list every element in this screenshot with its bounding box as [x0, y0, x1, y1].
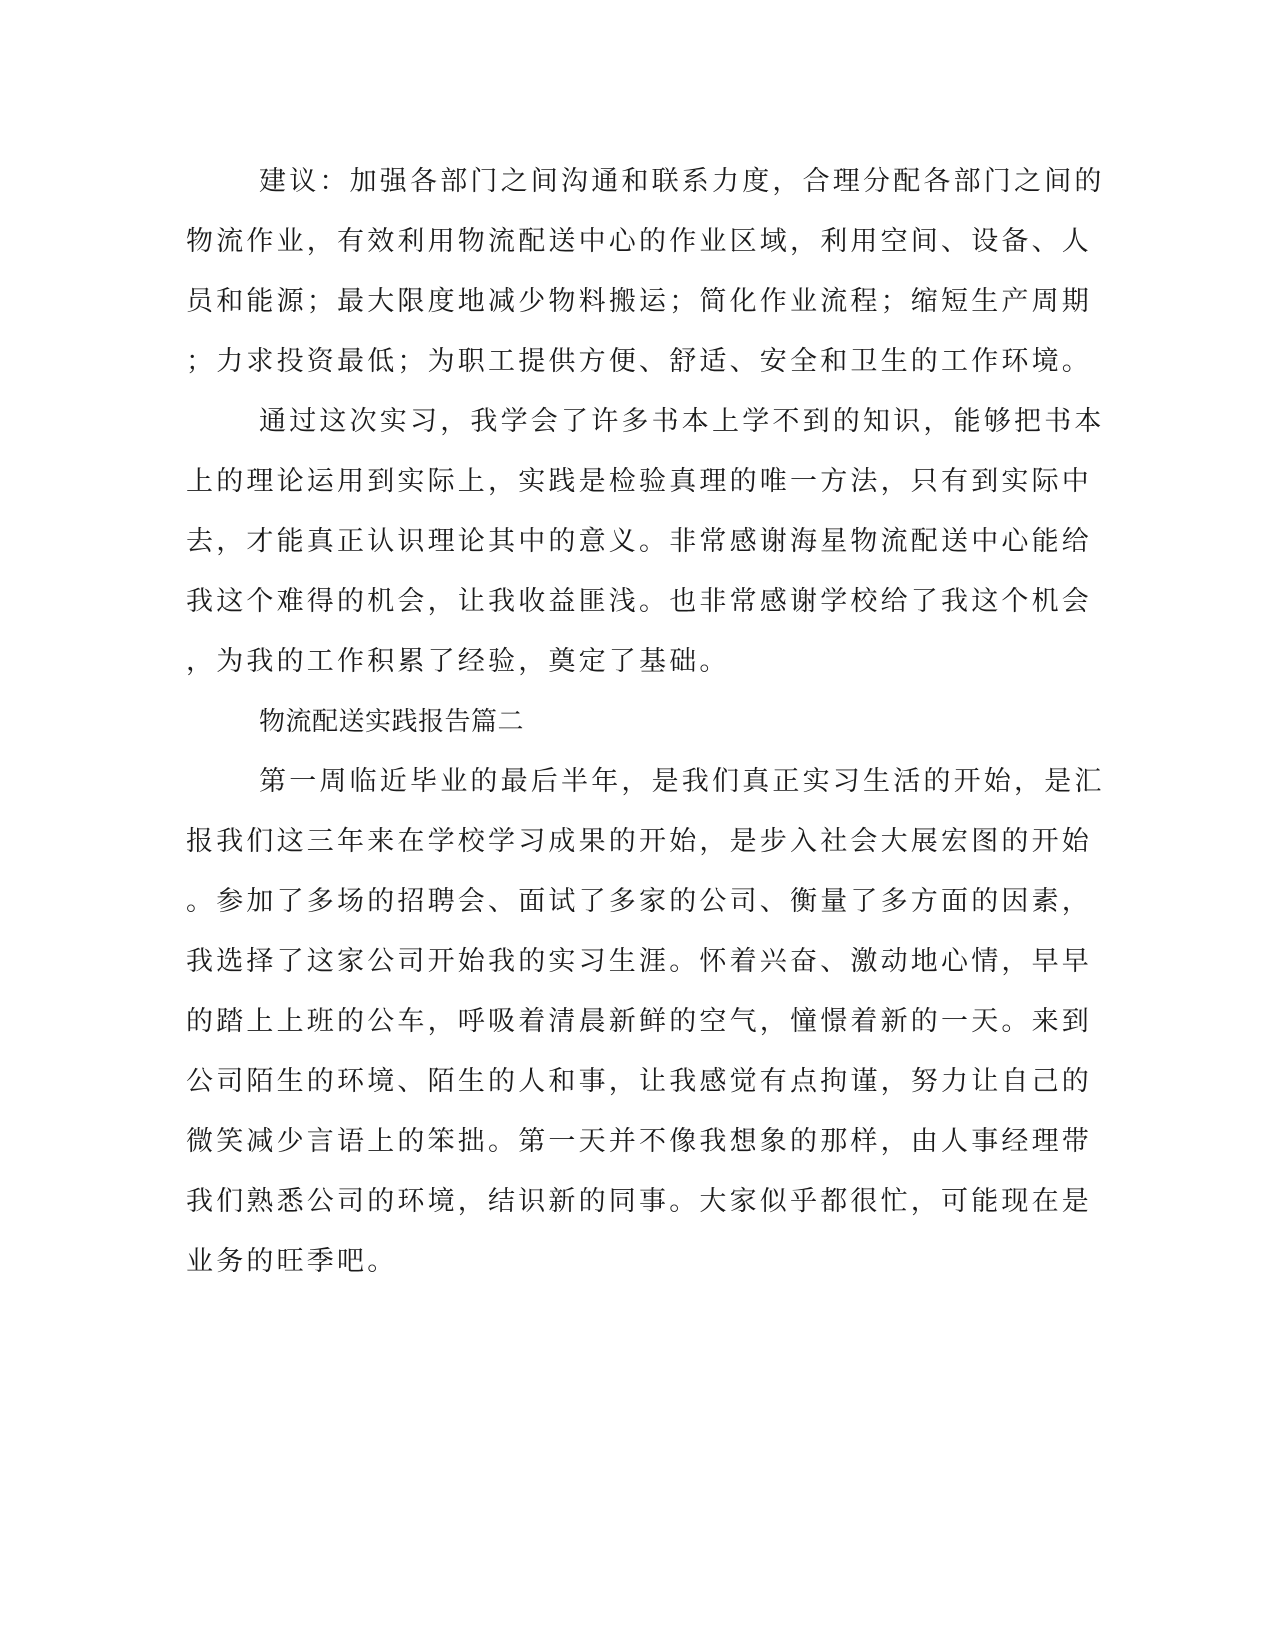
- text-line: 建议：加强各部门之间沟通和联系力度，合理分配各部门之间的: [259, 166, 1105, 197]
- text-line: ；力求投资最低；为职工提供方便、舒适、安全和卫生的工作环境。: [186, 346, 1092, 377]
- text-line: 物流作业，有效利用物流配送中心的作业区域，利用空间、设备、人: [186, 226, 1092, 257]
- text-line: 。参加了多场的招聘会、面试了多家的公司、衡量了多方面的因素，: [186, 886, 1092, 917]
- body-text: [186, 162, 1105, 1302]
- section-heading: 物流配送实践报告篇二: [259, 707, 525, 737]
- text-line: 报我们这三年来在学校学习成果的开始，是步入社会大展宏图的开始: [186, 826, 1092, 857]
- text-line: ，为我的工作积累了经验，奠定了基础。: [186, 646, 730, 677]
- text-line: 通过这次实习，我学会了许多书本上学不到的知识，能够把书本: [259, 406, 1105, 437]
- text-line: 微笑减少言语上的笨拙。第一天并不像我想象的那样，由人事经理带: [186, 1126, 1092, 1157]
- text-line: 我这个难得的机会，让我收益匪浅。也非常感谢学校给了我这个机会: [186, 586, 1092, 617]
- text-line: 员和能源；最大限度地减少物料搬运；简化作业流程；缩短生产周期: [186, 286, 1092, 317]
- text-line: 去，才能真正认识理论其中的意义。非常感谢海星物流配送中心能给: [186, 526, 1092, 557]
- text-line: 上的理论运用到实际上，实践是检验真理的唯一方法，只有到实际中: [186, 466, 1092, 497]
- text-line: 第一周临近毕业的最后半年，是我们真正实习生活的开始，是汇: [259, 766, 1105, 797]
- text-line: 我们熟悉公司的环境，结识新的同事。大家似乎都很忙，可能现在是: [186, 1186, 1092, 1217]
- text-line: 公司陌生的环境、陌生的人和事，让我感觉有点拘谨，努力让自己的: [186, 1066, 1092, 1097]
- text-line: 我选择了这家公司开始我的实习生涯。怀着兴奋、激动地心情，早早: [186, 946, 1092, 977]
- text-line: 的踏上上班的公车，呼吸着清晨新鲜的空气，憧憬着新的一天。来到: [186, 1006, 1092, 1037]
- text-line: 业务的旺季吧。: [186, 1246, 398, 1277]
